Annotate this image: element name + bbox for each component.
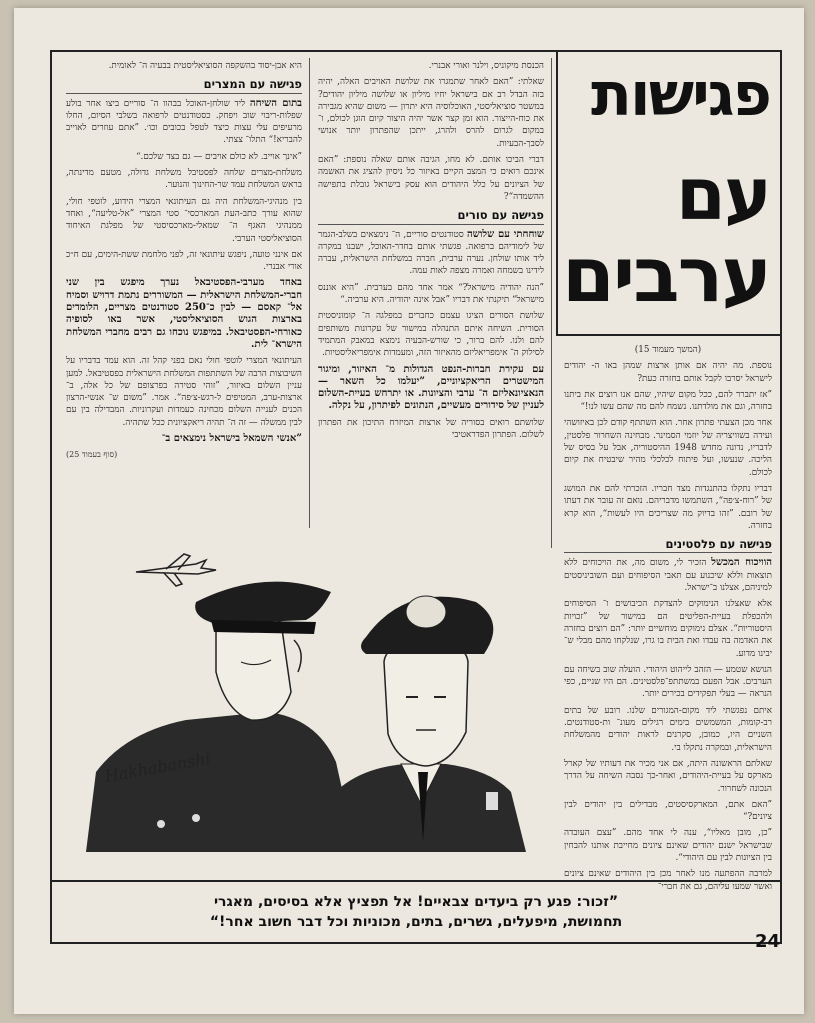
title-line-1: פגישות — [590, 60, 770, 130]
paragraph: אלא שאצלנו הנימוקים להצדקת הכיבושים ו־ הסיפוחים ולהכפלת בעיית‑הפליטים הם במישור של ”זכויות היסטוריות“. אצלם נימוקים מוחשיים יותר: ”הם רוצים בחזרה את האדמה בה עבדו ואת הבית בו גרו, שנלקחו מהם מבלי ש־ יבינו מדוע. — [564, 599, 772, 659]
paragraph: דבריו נתקלו בהתנגדות מצד חבריו. הזכרתי להם את המושג של ”רוח‑צ׳פה“, השתמשו מדבריהם. נואם זה עובר את דעתו של רובם. ”זהו בדיוק מה שצריכים היו לעשות“, הוא קרא בחזרה. — [564, 483, 772, 531]
paragraph: הכנסת מיקוניס, וילנר ואורי אבנרי. — [428, 61, 544, 71]
paragraph: שאלתי: ”האם לאחר שתמגרו את שלושת האויבים האלה, יהיה בזה הבדל רב אם בישראל יחיו מיליון או שלושה מיליון יהודים? במשטר סוציאליסטי, האוכלוסיה היא יתרון — משום שהיא מגבירה את כוח‑הייצור. הוא זמן קצר אשר יהיה היצור קיום הוגן לכולם, ו־ במקום לגרום להרס ולהרג, ייתכן שהפתרון יותר אנושי לסבך‑הבעיות. — [318, 77, 544, 149]
paragraph-bold: ”אנשי השמאל בישראל נימצאים ב־ — [161, 433, 302, 445]
artist-signature: Hakhabanshi — [103, 748, 212, 786]
end-note: (סוף בעמוד 25) — [66, 450, 118, 460]
paragraph: דברי הביכו אותם. לא מחו, הגיבה אותם שאלה נוספת: ”האם אינכם רואים כי המצב הקיים באיזור כל ניסיון להציג את האשמה של הציונים על כלל היהודים הוא עסק בישראל גובלת בתפישה ההשמדה“? — [318, 155, 544, 202]
paragraph-bold: עם עקירת חברות‑הנפט הגדולות מ־ האיזור, ומיגור המישטרים הריאקציוניים, ”יעלמו כל השאר — הנאציונאליזם ה־ ערבי והציונות. או יתרחש בעיית‑השלום לעניין של סידורים מעשיים, הנתונים לפיתרון, על נקלה. — [318, 363, 544, 412]
section-heading: פגישה עם פלסטינים — [564, 538, 772, 553]
section-heading: פגישה עם המצרים — [66, 78, 302, 93]
column-divider — [309, 58, 310, 528]
paragraph: ”אז יתברר להם, ככל מקום שיהיו, שהם אנו רוצים את ביתנו בחזרה, וגם את מולדתנו. נשמח להם מה שהם עשו לנו!“ — [564, 389, 772, 413]
paragraph: ”האם אתם, המארקסיסטים, מבדילים בין יהודים לבין ציונים?“ — [564, 799, 772, 823]
lead-in: הוויכוח המכשל — [711, 557, 773, 569]
right-column — [564, 344, 773, 892]
title-line-2: עם — [675, 152, 770, 236]
jet-plane-icon — [136, 554, 216, 586]
officer-left-figure — [86, 582, 356, 852]
paragraph: ”כן, מובן מאליו“, ענה לי אחד מהם. ”עצם העובדה שבישראל ישנם יהודים שאינם ציונים מחייבת אותנו להבחין בין הציונות לבין עם היהודי“. — [564, 828, 772, 863]
middle-column — [318, 60, 544, 550]
paragraph: למרבה ההפתעה מנו לאחר מכן בין היהודים שאינם ציונים ואשר שמעו עליהם, גם את חברי־ — [564, 869, 772, 892]
paragraph: הנושא שטמע — הזהב לייהוט היהודי. הועלה שוב בשיחה עם הערבים. אבל הפעם במשתתפ־פלסטינים. הם היו שניים, כפי הנראה — בעלי תפקידים בכירים יותר. — [564, 664, 772, 700]
paragraph: הזכיר לי, משום מה, את הויכוחים ללא תוצאות וללא שיכנוע עם תאבי הסיפוחים ועם השוביניסטים למיניהם, אצלנו ב־ישראל. — [564, 558, 772, 594]
paragraph: ”הנה יהודיה מישראל?“ אמר אחד מהם בערבית. ”היא אוננס מישראל“ תיקנתי את דבריו ”אבל אינה יהודיה. היא ערביה.“ — [318, 282, 544, 306]
paragraph: משלחת‑מצרים שלחה לפסטיבל משלחת גדולה, מטעם מדינתה, בראש המשלחת עמד שר‑החינוך והנוער. — [66, 168, 302, 191]
cartoon-caption — [52, 880, 780, 942]
cartoon-illustration — [66, 542, 540, 852]
title-line-3: ערבים — [561, 230, 770, 319]
paragraph: שלושת הסורים הציגו עצמם כחברים במפלגה ה־ קומוניסטית הסורית. השיחה איתם התנהלה במישור של עקרונות משותפים להם ולנו. להם ברור, כי שורש‑הבעיה נימצא במאבק המתמיד לסילוק ה־ אימפריאליזם מהאיזור הזה, ומעמדות אימפריאליסטיות. — [318, 311, 544, 359]
paragraph: שלושתם רואים בסוריה של ארצות המיזרח התיכון את הפתרון לשלום. הפתרון הפדראטיבי — [318, 417, 544, 441]
section-heading: פגישה עם סורים — [318, 209, 544, 224]
paragraph: בין מנהיגי‑המשלחת היה גם העיתונאי המצרי הידוע, לוטפי חולי, שהוא עורך כתב‑העת המארכסי־ סטי המצרי ”אל‑טליעה“, ואחד ממנהיגי האגף ה־ שמאלי‑מארכסיסטי של מפלגת האיחוד הסוציאליסטי הערבי. — [66, 196, 302, 244]
lead-in: שוחחתי עם שלושה — [467, 228, 544, 240]
paragraph: העיתונאי המצרי לוטפי חולי נאם בפני קהל זה. הוא עמד בדבריו על השיבוצות הרבה של השתתפות המשלחת הישראלית בפסטיבאל. למען עניין השלום באיזור, ”זוהי סטירה בפרצופם של כל אלה, ב־ ארצות‑ערב, המטיפים ל‑רגש‑צ׳פה“. אמר. ”משום ש־ אנשי‑הרצון הכנים לענייה השלום מכחינה כעמדות ועקרוניות. המבדילה בין עם לבין ממשלה — זה ה־ תהיה ריאקציונית ככל שתהיה. — [66, 356, 302, 428]
page-number: 24 — [754, 931, 780, 952]
paragraph: אחר מכן הצעתי פתרון אחר. הוא השתתף קודם לכן באיזושהי ועידה בשוויצריה של יוזמי הסמינר. מבחינה השחרור פלסטין, לדבריו, נדונה מחדש 1948 ההיסטוריה, אבל על בסיס של הליכה. שנעשו, ועל פיתוח לכלכלי מהיר שיבטיח את קיום לכולם. — [564, 418, 772, 478]
paragraph: שאלתם הראשונה היתה, אם אני מכיר את דעותיו של קארל מארקס על בעיית‑היהודים, ואחר‑כך נסבה השיחה על הדרך הנכונה לשחרור. — [564, 758, 772, 794]
continued-from: (המשך מעמוד 15) — [634, 345, 702, 355]
officer-right-figure — [326, 596, 526, 852]
paragraph: סטודנטים סוריים, ה־ נימצאים בשלב‑הגמר של לימודיהם ברפואה. פגשתי אותם בחדר‑האוכל, ישבנו במקרה ליד אותו שולחן. נערה ערבית, חברה במשלחת הישראלית, עברה לידינו בשמחה ואמרה מצפה לאות עמה. — [318, 229, 544, 277]
lead-in: בתום השיחה — [249, 97, 303, 109]
column-divider — [551, 58, 552, 548]
paragraph: אם אינני טועה, ניפגש עיתונאי זה, לפני מלחמת ששת‑הימים, עם ח״כ אורי אבנרי. — [66, 249, 302, 273]
paragraph: ”אינך אוייב. לא כולם אויבים — גם בצד שלכם.“ — [136, 151, 302, 162]
paragraph: היא אבן‑יסוד בהשקפה הסוציאליסטית בבעיה ה־ לאומית. — [108, 61, 302, 71]
magazine-page — [14, 8, 804, 1014]
caption-line-2: תחמושת, מיפעלים, גשרים, בתים, מכוניות וכל דבר חשוב אחר!“ — [209, 914, 623, 930]
cartoon-drawing — [66, 542, 540, 852]
title-block — [556, 52, 780, 336]
article-frame — [50, 50, 782, 944]
caption-line-1: ”זכור: פגע רק ביעדים צבאיים! אל תפציץ אלא בסיסים, מאגרי — [213, 894, 619, 910]
paragraph-bold: באחד מערבי‑הפסטיבאל נערך מיפגש בין שני חברי‑המשלחת הישראלית — המשוררים נתמת דרויש וסמיח אל־ קאסם — לבין כ־250 סטודנטים מצריים, הלומדים בארצות הגוש הסוציאליסטי, אשר באו לסופיה כאורחי‑הפסטיבאל. במיפגש נוכחו גם רבים מחברי המשלחת הישרא־ לית. — [66, 277, 303, 350]
paragraph: איתם נפגשתי ליד מקום‑המגורים שלנו. רובע של בתים רב‑קומות, המשמשים בימים רגילים מעונ־ ות‑סטודנטים. השניים היו, כמובן, סקרנים לראות יהודים מהמשלחת הישראלית, ובמקרה נתקלו בי. — [564, 705, 772, 753]
paragraph: נוספת. מה יהיה אם אותן ארצות שמהן באו ה- יהודים לישראל יסרבו לקבל אותם בחזרה כעת? — [564, 361, 772, 384]
paragraph: ליד שולחן‑האוכל בבהוו ה־ סוריים ביצו אחר בולע שפלות‑ריבוי שוב ויפחק. כסטודנטים לרפואה בשלבי הסיום, החלו מרעיפים עלי עצות כיצד לטפל בכובים וכו׳. ”אתם עוזרים לאוייב להבריא!“ התלו־ צצתי. — [66, 98, 302, 146]
left-column — [66, 60, 302, 560]
